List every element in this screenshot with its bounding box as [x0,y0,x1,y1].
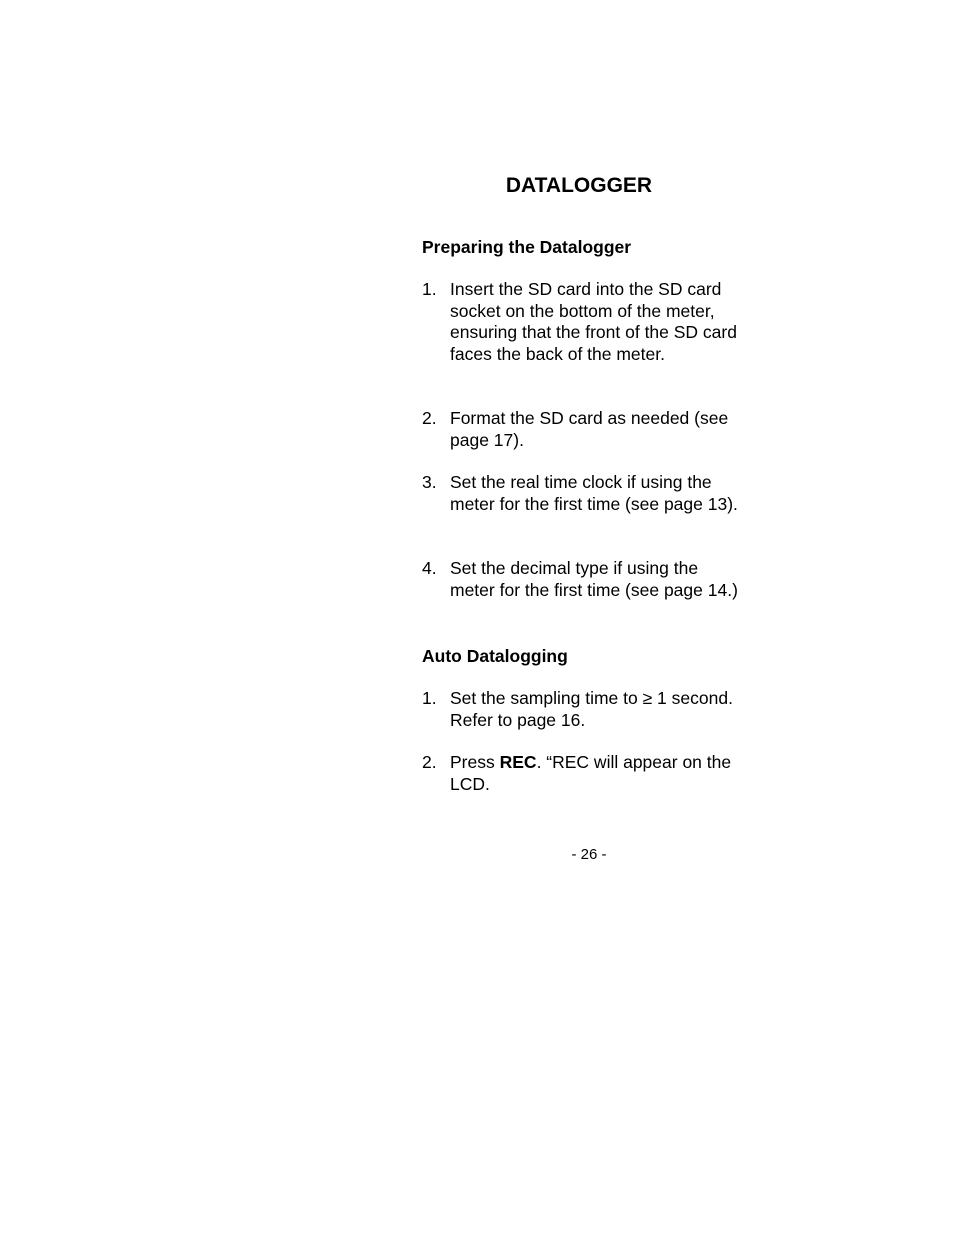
list-item [422,558,742,601]
list-item-number: 1. [422,688,437,708]
list-item-text: Set the sampling time to ≥ 1 second. Refer to page 16. [450,688,733,730]
list-item-number: 2. [422,752,437,772]
list-item-number: 1. [422,279,437,299]
list-item [422,408,742,451]
section-heading-preparing: Preparing the Datalogger [422,237,632,257]
list-item-text: Insert the SD card into the SD card socket on the bottom of the meter, ensuring that the front of the SD card faces the back of the meter. [450,279,737,364]
list-item-text [450,752,742,795]
list-item-text: Format the SD card as needed (see page 17). [450,408,729,450]
section-heading-auto-datalogging: Auto Datalogging [422,646,568,666]
page-title: DATALOGGER [505,174,653,197]
list-item [422,279,742,365]
list-item [422,472,742,515]
list-item-text: Set the decimal type if using the meter for the first time (see page 14.) [450,558,738,600]
list-item-text: Set the real time clock if using the meter for the first time (see page 13). [450,472,738,514]
list-item-number: 4. [422,558,437,578]
list-item [422,688,742,731]
page-number: - 26 - [571,846,607,863]
list-item [422,752,742,795]
list-item-text-before: Press [450,752,500,772]
rec-key-label: REC [499,752,537,772]
list-item-number: 3. [422,472,437,492]
list-item-text-after: . “REC will appear on the LCD. [450,752,732,794]
list-item-number: 2. [422,408,437,428]
